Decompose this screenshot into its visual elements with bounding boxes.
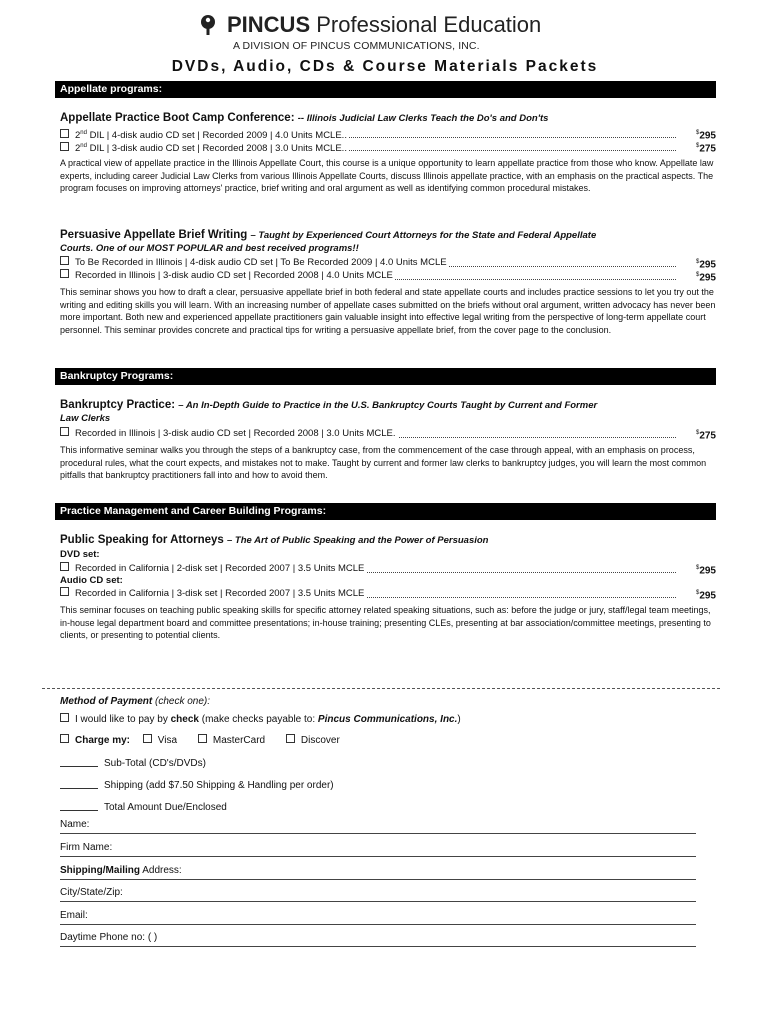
check-payable-text: (make checks payable to: <box>201 714 316 725</box>
daytime-phone-label: Daytime Phone no: ( ) <box>60 932 158 943</box>
name-field[interactable] <box>60 818 696 834</box>
course-subtitle-continued: Courts. One of our MOST POPULAR and best received programs!! <box>60 243 359 254</box>
name-label: Name: <box>60 819 90 830</box>
course-subtitle: -- Illinois Judicial Law Clerks Teach the Do's and Don'ts <box>297 113 549 124</box>
course-title: Public Speaking for Attorneys <box>60 534 224 546</box>
course-subtitle: – The Art of Public Speaking and the Power of Persuasion <box>227 535 489 546</box>
order-item-boot-camp-2008[interactable] <box>60 140 716 153</box>
order-item-brief-writing-2009[interactable] <box>60 256 716 269</box>
order-item-public-speaking-cd[interactable] <box>60 587 716 600</box>
charge-checkbox[interactable] <box>60 734 69 743</box>
address-field[interactable] <box>60 864 696 880</box>
total-label: Total Amount Due/Enclosed <box>104 802 227 813</box>
charge-label: Charge my: <box>75 735 131 746</box>
total-row[interactable] <box>60 801 227 814</box>
course-subtitle: – Taught by Experienced Court Attorneys for the State and Federal Appellate <box>250 230 597 241</box>
course-description-brief-writing: This seminar shows you how to draft a clear, persuasive appellate brief in both federal and state appellate courts and includes practice sessions to let you try out the writing and editing skills you will learn. With an increasing number of appellate cases submitted on the briefs without oral argument, written advocacy has never been more important. Both new and experienced appellate practitioners gain valuable insight into effective legal writing from the perspective of long-term appellate court personnel. This seminar provides concrete and practical tips for writing a persuasive appellate brief, from the cover page to the conclusion. <box>60 287 716 335</box>
section-bar-practice-management: Practice Management and Career Building Programs: <box>55 503 716 520</box>
item-label: Recorded in California | 2-disk set | Recorded 2007 | 3.5 Units MCLE <box>75 563 365 574</box>
course-description-boot-camp: A practical view of appellate practice in the Illinois Appellate Court, this course is a unique opportunity to learn appellate practice from those who know. Appellate law experts, including career Judicial Law Clerks from various Illinois Appellate Courts, discuss Illinois appellate practice, with an emphasis on the practical aspects. The program focuses on improving attorneys' practice, brief writing and oral argument as well as identifying common procedural mistakes. <box>60 158 714 193</box>
course-description-bankruptcy: This informative seminar walks you through the steps of a bankruptcy case, from the commencement of the case through appeal, with an emphasis on process, procedural rules, what the court expects, and mistakes not to make. Taught by current and former law clerks to bankruptcy judges, you will learn the most common pitfalls that bankruptcy practitioners fall into and how to avoid them. <box>60 445 707 480</box>
course-subtitle-continued: Law Clerks <box>60 413 111 424</box>
item-price: $275 <box>693 427 716 440</box>
firm-name-label: Firm Name: <box>60 842 113 853</box>
course-title: Bankruptcy Practice: <box>60 399 176 411</box>
dashed-cut-line <box>42 688 720 689</box>
payee-name: Pincus Communications, Inc. <box>317 714 458 725</box>
item-label: Recorded in California | 3-disk set | Recorded 2007 | 3.5 Units MCLE <box>75 588 365 599</box>
payment-method-heading <box>60 695 210 708</box>
brand-subtitle: Professional Education <box>316 12 542 37</box>
brand-logo <box>199 12 579 56</box>
item-price: $295 <box>693 587 716 600</box>
subtotal-blank[interactable] <box>60 757 98 767</box>
order-item-bankruptcy-2008[interactable] <box>60 427 716 440</box>
item-price: $275 <box>693 140 716 153</box>
course-description-public-speaking: This seminar focuses on teaching public speaking skills for specific attorney related speaking situations, such as: before the judge or jury, staff/legal team meetings, in-house legal department board and committee presentations; in-house training; presenting CLEs, presenting at bar association/committee meetings, presenting to clients, or presenting to potential clients. <box>60 605 711 640</box>
email-field[interactable] <box>60 909 696 925</box>
check-word: check <box>170 714 199 725</box>
mastercard-checkbox[interactable] <box>198 734 207 743</box>
checkbox[interactable] <box>60 142 69 151</box>
pincus-logo-icon <box>199 14 217 36</box>
page-title: DVDs, Audio, CDs & Course Materials Packets <box>171 58 599 75</box>
subtotal-row[interactable] <box>60 757 206 770</box>
mastercard-label: MasterCard <box>212 735 266 746</box>
brand-name <box>227 12 541 38</box>
course-title-brief-writing <box>60 229 720 242</box>
item-price: $295 <box>693 127 716 140</box>
course-title-bankruptcy <box>60 399 720 412</box>
payment-method-hint: (check one): <box>155 696 211 707</box>
division-line: A DIVISION OF PINCUS COMMUNICATIONS, INC. <box>233 40 480 52</box>
payment-method-title: Method of Payment <box>60 696 153 707</box>
course-title: Persuasive Appellate Brief Writing <box>60 229 248 241</box>
checkbox[interactable] <box>60 256 69 265</box>
shipping-label: Shipping (add $7.50 Shipping & Handling per order) <box>104 780 334 791</box>
firm-name-field[interactable] <box>60 841 696 857</box>
brand-pincus: PINCUS <box>227 12 311 37</box>
visa-label: Visa <box>157 735 178 746</box>
item-label: Recorded in Illinois | 3-disk audio CD set | Recorded 2008 | 3.0 Units MCLE. <box>75 428 396 439</box>
item-price: $295 <box>693 256 716 269</box>
shipping-row[interactable] <box>60 779 334 792</box>
checkbox[interactable] <box>60 587 69 596</box>
discover-checkbox[interactable] <box>286 734 295 743</box>
section-bar-appellate: Appellate programs: <box>55 81 716 98</box>
email-label: Email: <box>60 910 88 921</box>
shipping-blank[interactable] <box>60 779 98 789</box>
discover-label: Discover <box>300 735 340 746</box>
pay-by-check-option[interactable] <box>60 713 461 726</box>
course-title-boot-camp <box>60 112 720 125</box>
item-price: $295 <box>693 269 716 282</box>
order-item-brief-writing-2008[interactable] <box>60 269 716 282</box>
course-title: Appellate Practice Boot Camp Conference: <box>60 112 295 124</box>
course-title-public-speaking <box>60 534 720 547</box>
pay-by-check-checkbox[interactable] <box>60 713 69 722</box>
course-subtitle: – An In-Depth Guide to Practice in the U.S. Bankruptcy Courts Taught by Current and Former <box>178 400 598 411</box>
visa-checkbox[interactable] <box>143 734 152 743</box>
section-bar-bankruptcy: Bankruptcy Programs: <box>55 368 716 385</box>
charge-card-option[interactable] <box>60 734 340 747</box>
item-label: Recorded in Illinois | 3-disk audio CD set | Recorded 2008 | 4.0 Units MCLE <box>75 270 393 281</box>
checkbox[interactable] <box>60 562 69 571</box>
checkbox[interactable] <box>60 129 69 138</box>
close-paren: ) <box>457 714 461 725</box>
item-label: To Be Recorded in Illinois | 4-disk audio CD set | To Be Recorded 2009 | 4.0 Units MCLE <box>75 257 447 268</box>
item-price: $295 <box>693 562 716 575</box>
subtotal-label: Sub-Total (CD's/DVDs) <box>104 758 206 769</box>
city-state-zip-field[interactable] <box>60 886 696 902</box>
shipping-mailing-label: Shipping/Mailing <box>60 865 140 876</box>
item-label: 2nd DIL | 4-disk audio CD set | Recorded 2009 | 4.0 Units MCLE.. <box>75 130 347 140</box>
order-item-boot-camp-2009[interactable] <box>60 127 716 140</box>
audio-cd-set-label: Audio CD set: <box>60 575 123 586</box>
checkbox[interactable] <box>60 427 69 436</box>
item-label: 2nd DIL | 3-disk audio CD set | Recorded 2008 | 3.0 Units MCLE.. <box>75 143 347 153</box>
city-state-zip-label: City/State/Zip: <box>60 887 123 898</box>
checkbox[interactable] <box>60 269 69 278</box>
dvd-set-label: DVD set: <box>60 549 100 560</box>
address-label: Address: <box>140 865 182 876</box>
check-text: I would like to pay by <box>75 714 168 725</box>
total-blank[interactable] <box>60 801 98 811</box>
daytime-phone-field[interactable] <box>60 931 696 947</box>
order-item-public-speaking-dvd[interactable] <box>60 562 716 575</box>
